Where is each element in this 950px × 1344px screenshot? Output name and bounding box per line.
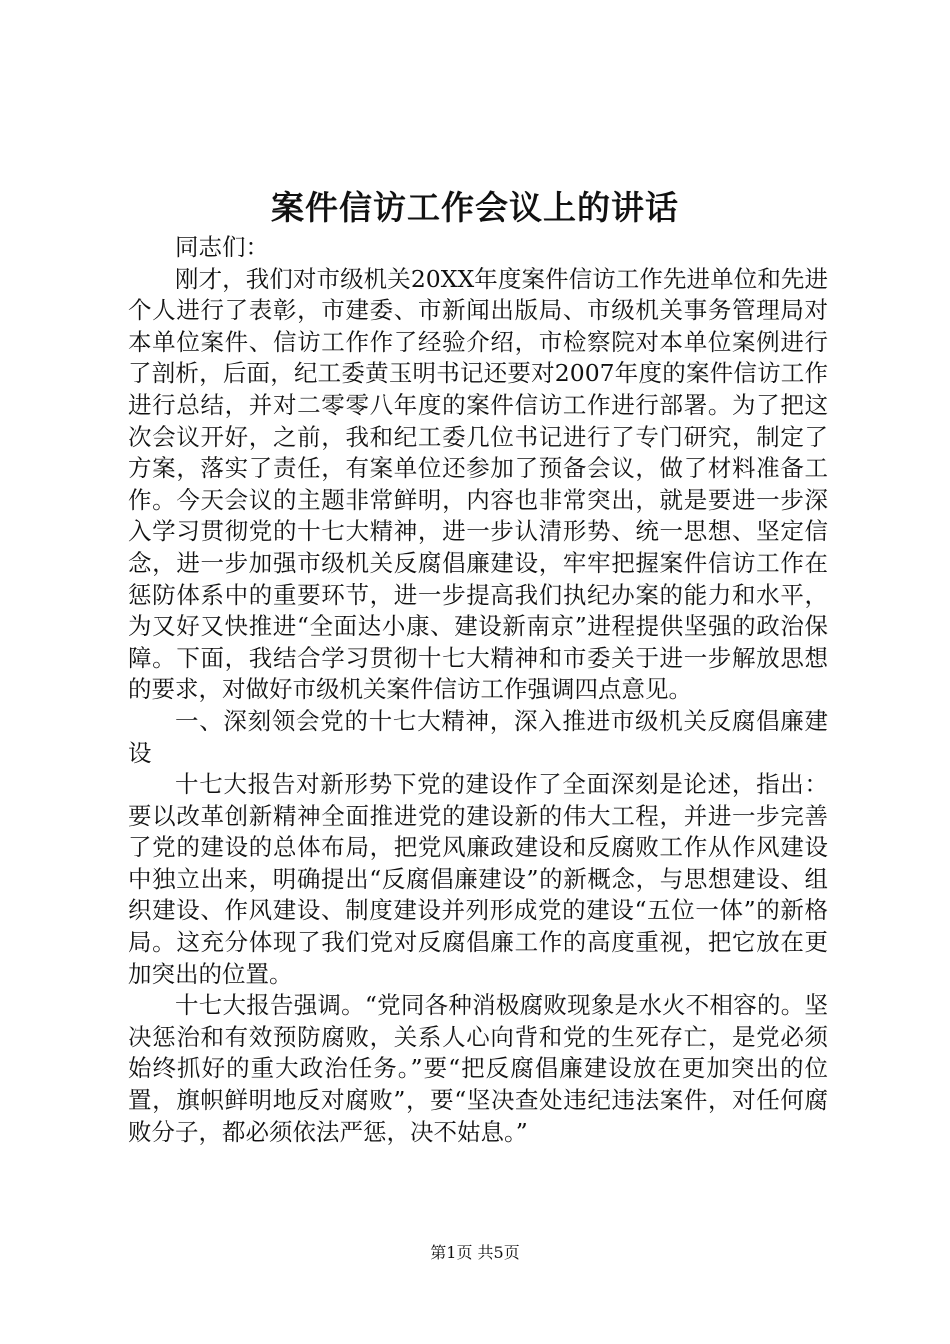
body-paragraph: 十七大报告强调。“党同各种消极腐败现象是水火不相容的。坚决惩治和有效预防腐败，关系人心向背和党的生死存亡，是党必须始终抓好的重大政治任务。”要“把反腐倡廉建设放在更加突出的位置，旗帜鲜明地反对腐败”，要“坚决查处违纪违法案件，对任何腐败分子，都必须依法严惩，决不姑息。”: [128, 991, 828, 1146]
salutation: 同志们：: [175, 233, 269, 261]
body-paragraph: 刚才，我们对市级机关20XX年度案件信访工作先进单位和先进个人进行了表彰，市建委、市新闻出版局、市级机关事务管理局对本单位案件、信访工作作了经验介绍，市检察院对本单位案例进行了剖析，后面，纪工委黄玉明书记还要对2007年度的案件信访工作进行总结，并对二零零八年度的案件信访工作进行部署。为了把这次会议开好，之前，我和纪工委几位书记进行了专门研究，制定了方案，落实了责任，有案单位还参加了预备会议，做了材料准备工作。今天会议的主题非常鲜明，内容也非常突出，就是要进一步深入学习贯彻党的十七大精神，进一步认清形势、统一思想、坚定信念，进一步加强市级机关反腐倡廉建设，牢牢把握案件信访工作在惩防体系中的重要环节，进一步提高我们执纪办案的能力和水平，为又好又快推进“全面达小康、建设新南京”进程提供坚强的政治保障。下面，我结合学习贯彻十七大精神和市委关于进一步解放思想的要求，对做好市级机关案件信访工作强调四点意见。: [128, 264, 828, 704]
section-heading: 一、深刻领会党的十七大精神，深入推进市级机关反腐倡廉建设: [128, 706, 828, 767]
document-title: 案件信访工作会议上的讲话: [271, 188, 679, 227]
document-body: [128, 232, 828, 1148]
body-paragraph: 十七大报告对新形势下党的建设作了全面深刻是论述，指出：要以改革创新精神全面推进党的建设新的伟大工程，并进一步完善了党的建设的总体布局，把党风廉政建设和反腐败工作从作风建设中独立出来，明确提出“反腐倡廉建设”的新概念，与思想建设、组织建设、作风建设、制度建设并列形成党的建设“五位一体”的新格局。这充分体现了我们党对反腐倡廉工作的高度重视，把它放在更加突出的位置。: [128, 770, 828, 988]
page-number-footer: 第1页 共5页: [430, 1243, 520, 1262]
